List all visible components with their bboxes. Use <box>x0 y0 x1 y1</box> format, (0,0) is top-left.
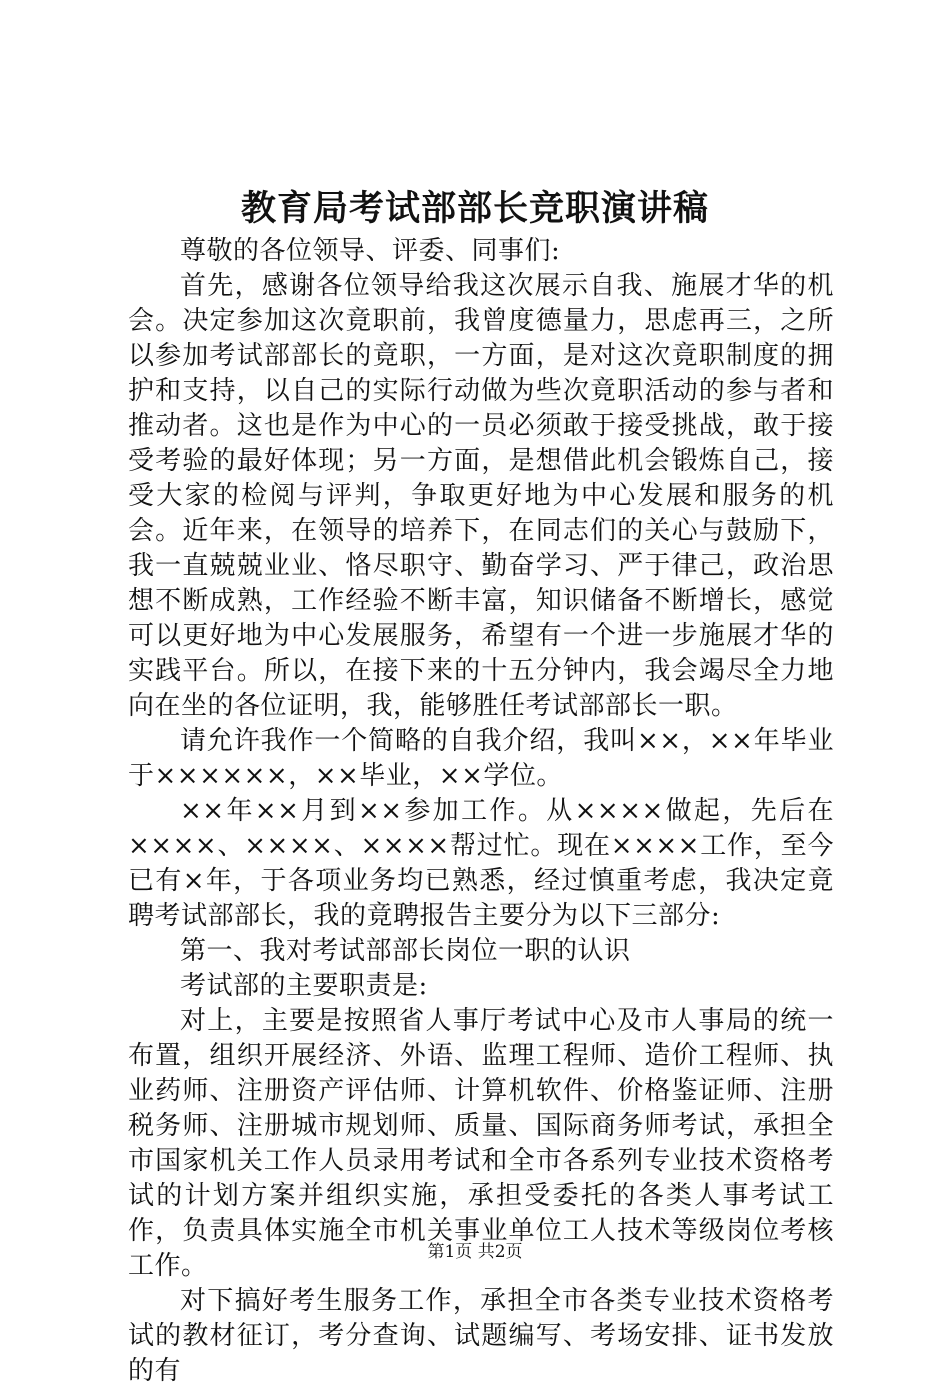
paragraph-self-intro: 请允许我作一个简略的自我介绍，我叫××，××年毕业于××××××，××毕业，××学位。 <box>128 726 834 791</box>
paragraph-salutation: 尊敬的各位领导、评委、同事们: <box>180 236 561 266</box>
paragraph-duties-upward: 对上，主要是按照省人事厅考试中心及市人事局的统一布置，组织开展经济、外语、监理工程师、造价工程师、执业药师、注册资产评估师、计算机软件、价格鉴证师、注册税务师、注册城市规划师、质量、国际商务师考试，承担全市国家机关工作人员录用考试和全市各系列专业技术资格考试的计划方案并组织实施，承担受委托的各类人事考试工作，负责具体实施全市机关事业单位工人技术等级岗位考核工作。 <box>128 1006 834 1281</box>
paragraph-duties-downward: 对下搞好考生服务工作，承担全市各类专业技术资格考试的教材征订，考分查询、试题编写、考场安排、证书发放的有 <box>128 1286 834 1386</box>
paragraph-opening: 首先，感谢各位领导给我这次展示自我、施展才华的机会。决定参加这次竟职前，我曾度德量力，思虑再三，之所以参加考试部部长的竟职，一方面，是对这次竟职制度的拥护和支持，以自己的实际行动做为些次竟职活动的参与者和推动者。这也是作为中心的一员必须敢于接受挑战，敢于接受考验的最好体现；另一方面，是想借此机会锻炼自己，接受大家的检阅与评判，争取更好地为中心发展和服务的机会。近年来，在领导的培养下，在同志们的关心与鼓励下，我一直兢兢业业、恪尽职守、勤奋学习、严于律己，政治思想不断成熟，工作经验不断丰富，知识储备不断增长，感觉可以更好地为中心发展服务，希望有一个进一步施展才华的实践平台。所以，在接下来的十五分钟内，我会竭尽全力地向在坐的各位证明，我，能够胜任考试部部长一职。 <box>128 271 834 721</box>
paragraph-duties-intro: 考试部的主要职责是: <box>180 971 428 1001</box>
document-body <box>128 234 834 1389</box>
paragraph-section-heading: 第一、我对考试部部长岗位一职的认识 <box>180 936 631 966</box>
document-title: 教育局考试部部长竞职演讲稿 <box>240 188 709 229</box>
page-footer: 第1页 共2页 <box>427 1242 523 1262</box>
paragraph-work-history: ××年××月到××参加工作。从××××做起，先后在××××、××××、××××帮过忙。现在××××工作，至今已有×年，于各项业务均已熟悉，经过慎重考虑，我决定竟聘考试部部长，我的竟聘报告主要分为以下三部分: <box>128 796 834 931</box>
